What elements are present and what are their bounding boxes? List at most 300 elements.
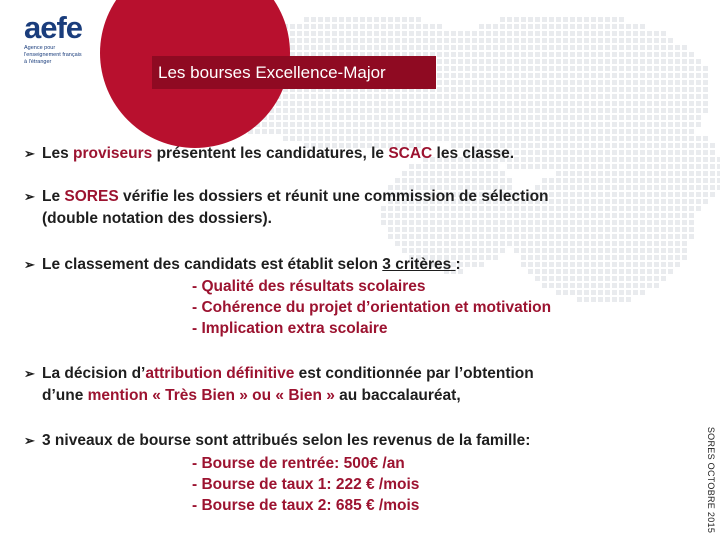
map-dot xyxy=(402,17,407,22)
map-dot xyxy=(388,122,393,127)
map-dot xyxy=(661,108,666,113)
map-dot xyxy=(682,129,687,134)
map-dot xyxy=(654,101,659,106)
map-dot xyxy=(374,129,379,134)
map-dot xyxy=(507,94,512,99)
map-dot xyxy=(577,80,582,85)
map-dot xyxy=(402,178,407,183)
map-dot xyxy=(318,94,323,99)
map-dot xyxy=(689,108,694,113)
map-dot xyxy=(395,178,400,183)
map-dot xyxy=(374,17,379,22)
map-dot xyxy=(591,59,596,64)
map-dot xyxy=(640,66,645,71)
map-dot xyxy=(696,66,701,71)
map-dot xyxy=(563,94,568,99)
map-dot xyxy=(591,164,596,169)
map-dot xyxy=(556,87,561,92)
map-dot xyxy=(675,255,680,260)
map-dot xyxy=(563,276,568,281)
map-dot xyxy=(682,136,687,141)
map-dot xyxy=(479,178,484,183)
map-dot xyxy=(570,290,575,295)
map-dot xyxy=(346,136,351,141)
map-dot xyxy=(353,45,358,50)
map-dot xyxy=(507,129,512,134)
map-dot xyxy=(689,87,694,92)
map-dot xyxy=(619,234,624,239)
map-dot xyxy=(458,136,463,141)
map-dot xyxy=(661,248,666,253)
map-dot xyxy=(682,164,687,169)
map-dot xyxy=(521,241,526,246)
map-dot xyxy=(654,241,659,246)
map-dot xyxy=(654,248,659,253)
map-dot xyxy=(409,45,414,50)
map-dot xyxy=(570,52,575,57)
map-dot xyxy=(661,220,666,225)
map-dot xyxy=(675,171,680,176)
map-dot xyxy=(528,45,533,50)
map-dot xyxy=(556,192,561,197)
map-dot xyxy=(598,283,603,288)
map-dot xyxy=(696,101,701,106)
map-dot xyxy=(654,150,659,155)
map-dot xyxy=(626,283,631,288)
map-dot xyxy=(514,234,519,239)
map-dot xyxy=(577,192,582,197)
map-dot xyxy=(521,129,526,134)
map-dot xyxy=(570,255,575,260)
map-dot xyxy=(353,38,358,43)
map-dot xyxy=(668,227,673,232)
map-dot xyxy=(304,108,309,113)
map-dot xyxy=(570,122,575,127)
map-dot xyxy=(542,101,547,106)
map-dot xyxy=(626,136,631,141)
map-dot xyxy=(598,94,603,99)
map-dot xyxy=(542,164,547,169)
map-dot xyxy=(444,248,449,253)
map-dot xyxy=(479,171,484,176)
map-dot xyxy=(472,220,477,225)
map-dot xyxy=(605,255,610,260)
map-dot xyxy=(416,38,421,43)
map-dot xyxy=(493,227,498,232)
criterion-item: - Qualité des résultats scolaires xyxy=(192,278,426,295)
map-dot xyxy=(549,185,554,190)
map-dot xyxy=(556,52,561,57)
map-dot xyxy=(689,73,694,78)
map-dot xyxy=(668,80,673,85)
map-dot xyxy=(507,24,512,29)
map-dot xyxy=(472,227,477,232)
map-dot xyxy=(472,31,477,36)
map-dot xyxy=(647,192,652,197)
map-dot xyxy=(395,241,400,246)
map-dot xyxy=(535,59,540,64)
map-dot xyxy=(556,276,561,281)
map-dot xyxy=(661,164,666,169)
map-dot xyxy=(633,94,638,99)
map-dot xyxy=(311,31,316,36)
map-dot xyxy=(563,108,568,113)
map-dot xyxy=(710,171,715,176)
map-dot xyxy=(493,101,498,106)
map-dot xyxy=(654,227,659,232)
map-dot xyxy=(584,59,589,64)
map-dot xyxy=(556,24,561,29)
map-dot xyxy=(325,129,330,134)
map-dot xyxy=(507,87,512,92)
map-dot xyxy=(430,241,435,246)
map-dot xyxy=(619,220,624,225)
side-footer xyxy=(705,425,717,535)
map-dot xyxy=(605,115,610,120)
map-dot xyxy=(577,73,582,78)
map-dot xyxy=(556,171,561,176)
map-dot xyxy=(528,213,533,218)
map-dot xyxy=(451,115,456,120)
map-dot xyxy=(598,143,603,148)
map-dot xyxy=(514,129,519,134)
map-dot xyxy=(682,101,687,106)
map-dot xyxy=(598,31,603,36)
map-dot xyxy=(493,87,498,92)
map-dot xyxy=(528,157,533,162)
map-dot xyxy=(703,136,708,141)
map-dot xyxy=(598,87,603,92)
map-dot xyxy=(619,157,624,162)
map-dot xyxy=(647,136,652,141)
map-dot xyxy=(563,206,568,211)
map-dot xyxy=(563,213,568,218)
map-dot xyxy=(605,157,610,162)
map-dot xyxy=(668,199,673,204)
map-dot xyxy=(325,101,330,106)
map-dot xyxy=(612,199,617,204)
map-dot xyxy=(395,38,400,43)
map-dot xyxy=(570,115,575,120)
map-dot xyxy=(647,262,652,267)
map-dot xyxy=(654,66,659,71)
map-dot xyxy=(500,94,505,99)
bourse-level-item: - Bourse de rentrée: 500€ /an xyxy=(192,455,405,472)
map-dot xyxy=(703,164,708,169)
map-dot xyxy=(661,157,666,162)
map-dot xyxy=(689,178,694,183)
map-dot xyxy=(591,255,596,260)
map-dot xyxy=(451,31,456,36)
map-dot xyxy=(577,283,582,288)
map-dot xyxy=(675,164,680,169)
map-dot xyxy=(647,178,652,183)
map-dot xyxy=(486,122,491,127)
map-dot xyxy=(507,80,512,85)
map-dot xyxy=(577,52,582,57)
map-dot xyxy=(416,101,421,106)
map-dot xyxy=(542,157,547,162)
map-dot xyxy=(465,45,470,50)
map-dot xyxy=(430,220,435,225)
map-dot xyxy=(675,206,680,211)
map-dot xyxy=(521,52,526,57)
map-dot xyxy=(500,31,505,36)
map-dot xyxy=(444,213,449,218)
map-dot xyxy=(654,115,659,120)
map-dot xyxy=(640,276,645,281)
map-dot xyxy=(682,199,687,204)
map-dot xyxy=(507,241,512,246)
map-dot xyxy=(619,297,624,302)
map-dot xyxy=(556,220,561,225)
map-dot xyxy=(388,129,393,134)
map-dot xyxy=(500,213,505,218)
map-dot xyxy=(514,136,519,141)
map-dot xyxy=(633,269,638,274)
map-dot xyxy=(423,31,428,36)
map-dot xyxy=(297,129,302,134)
map-dot xyxy=(647,59,652,64)
map-dot xyxy=(619,108,624,113)
map-dot xyxy=(395,220,400,225)
map-dot xyxy=(584,87,589,92)
map-dot xyxy=(507,108,512,113)
map-dot xyxy=(521,59,526,64)
map-dot xyxy=(675,108,680,113)
map-dot xyxy=(577,227,582,232)
map-dot xyxy=(339,24,344,29)
map-dot xyxy=(290,94,295,99)
map-dot xyxy=(297,108,302,113)
map-dot xyxy=(696,73,701,78)
map-dot xyxy=(577,122,582,127)
map-dot xyxy=(661,171,666,176)
map-dot xyxy=(332,101,337,106)
map-dot xyxy=(668,234,673,239)
map-dot xyxy=(619,94,624,99)
map-dot xyxy=(353,101,358,106)
map-dot xyxy=(640,220,645,225)
map-dot xyxy=(528,94,533,99)
map-dot xyxy=(549,24,554,29)
map-dot xyxy=(304,38,309,43)
map-dot xyxy=(416,129,421,134)
map-dot xyxy=(549,94,554,99)
map-dot xyxy=(535,150,540,155)
map-dot xyxy=(423,213,428,218)
map-dot xyxy=(311,122,316,127)
map-dot xyxy=(556,262,561,267)
map-dot xyxy=(339,31,344,36)
map-dot xyxy=(458,122,463,127)
map-dot xyxy=(682,66,687,71)
map-dot xyxy=(668,129,673,134)
map-dot xyxy=(647,241,652,246)
map-dot xyxy=(605,206,610,211)
map-dot xyxy=(675,101,680,106)
map-dot xyxy=(591,80,596,85)
map-dot xyxy=(647,283,652,288)
map-dot xyxy=(290,129,295,134)
map-dot xyxy=(514,122,519,127)
map-dot xyxy=(584,185,589,190)
map-dot xyxy=(605,234,610,239)
map-dot xyxy=(542,94,547,99)
map-dot xyxy=(465,59,470,64)
map-dot xyxy=(591,108,596,113)
map-dot xyxy=(479,59,484,64)
map-dot xyxy=(409,38,414,43)
map-dot xyxy=(668,94,673,99)
map-dot xyxy=(682,206,687,211)
map-dot xyxy=(591,94,596,99)
map-dot xyxy=(486,234,491,239)
map-dot xyxy=(570,171,575,176)
map-dot xyxy=(367,108,372,113)
map-dot xyxy=(409,115,414,120)
map-dot xyxy=(633,66,638,71)
map-dot xyxy=(682,115,687,120)
map-dot xyxy=(598,150,603,155)
map-dot xyxy=(675,52,680,57)
map-dot xyxy=(584,241,589,246)
arrow-bullet-icon: ➢ xyxy=(24,146,35,161)
map-dot xyxy=(395,115,400,120)
map-dot xyxy=(339,122,344,127)
map-dot xyxy=(598,213,603,218)
map-dot xyxy=(500,73,505,78)
map-dot xyxy=(325,38,330,43)
map-dot xyxy=(528,248,533,253)
map-dot xyxy=(661,101,666,106)
map-dot xyxy=(458,234,463,239)
map-dot xyxy=(612,45,617,50)
map-dot xyxy=(339,101,344,106)
map-dot xyxy=(430,213,435,218)
map-dot xyxy=(437,38,442,43)
map-dot xyxy=(416,234,421,239)
map-dot xyxy=(675,45,680,50)
map-dot xyxy=(605,164,610,169)
map-dot xyxy=(584,178,589,183)
map-dot xyxy=(626,213,631,218)
map-dot xyxy=(563,66,568,71)
map-dot xyxy=(269,115,274,120)
map-dot xyxy=(416,171,421,176)
map-dot xyxy=(388,38,393,43)
map-dot xyxy=(437,178,442,183)
map-dot xyxy=(675,234,680,239)
map-dot xyxy=(689,157,694,162)
map-dot xyxy=(605,101,610,106)
map-dot xyxy=(556,213,561,218)
map-dot xyxy=(570,164,575,169)
map-dot xyxy=(689,164,694,169)
map-dot xyxy=(528,129,533,134)
map-dot xyxy=(325,17,330,22)
map-dot xyxy=(584,206,589,211)
map-dot xyxy=(633,122,638,127)
map-dot xyxy=(689,192,694,197)
map-dot xyxy=(696,136,701,141)
map-dot xyxy=(409,171,414,176)
map-dot xyxy=(640,136,645,141)
map-dot xyxy=(507,73,512,78)
map-dot xyxy=(577,38,582,43)
map-dot xyxy=(591,199,596,204)
map-dot xyxy=(542,45,547,50)
map-dot xyxy=(696,115,701,120)
map-dot xyxy=(626,227,631,232)
map-dot xyxy=(640,24,645,29)
map-dot xyxy=(577,157,582,162)
map-dot xyxy=(514,66,519,71)
map-dot xyxy=(626,262,631,267)
map-dot xyxy=(661,150,666,155)
map-dot xyxy=(507,178,512,183)
map-dot xyxy=(626,241,631,246)
map-dot xyxy=(423,129,428,134)
map-dot xyxy=(682,45,687,50)
map-dot xyxy=(297,101,302,106)
map-dot xyxy=(619,255,624,260)
map-dot xyxy=(640,283,645,288)
map-dot xyxy=(388,24,393,29)
map-dot xyxy=(451,213,456,218)
map-dot xyxy=(570,178,575,183)
map-dot xyxy=(619,66,624,71)
map-dot xyxy=(479,73,484,78)
map-dot xyxy=(500,80,505,85)
map-dot xyxy=(619,31,624,36)
map-dot xyxy=(542,80,547,85)
map-dot xyxy=(444,171,449,176)
map-dot xyxy=(486,66,491,71)
map-dot xyxy=(577,269,582,274)
map-dot xyxy=(535,234,540,239)
map-dot xyxy=(619,206,624,211)
map-dot xyxy=(570,248,575,253)
map-dot xyxy=(619,199,624,204)
map-dot xyxy=(493,178,498,183)
map-dot xyxy=(409,108,414,113)
map-dot xyxy=(626,122,631,127)
map-dot xyxy=(570,66,575,71)
map-dot xyxy=(549,17,554,22)
map-dot xyxy=(626,220,631,225)
map-dot xyxy=(689,185,694,190)
map-dot xyxy=(423,101,428,106)
map-dot xyxy=(633,262,638,267)
map-dot xyxy=(696,143,701,148)
map-dot xyxy=(444,108,449,113)
map-dot xyxy=(535,94,540,99)
map-dot xyxy=(444,94,449,99)
map-dot xyxy=(535,17,540,22)
map-dot xyxy=(570,213,575,218)
map-dot xyxy=(591,283,596,288)
map-dot xyxy=(703,199,708,204)
map-dot xyxy=(318,115,323,120)
map-dot xyxy=(584,52,589,57)
map-dot xyxy=(451,248,456,253)
map-dot xyxy=(619,276,624,281)
map-dot xyxy=(598,297,603,302)
map-dot xyxy=(556,94,561,99)
map-dot xyxy=(612,87,617,92)
map-dot xyxy=(297,94,302,99)
